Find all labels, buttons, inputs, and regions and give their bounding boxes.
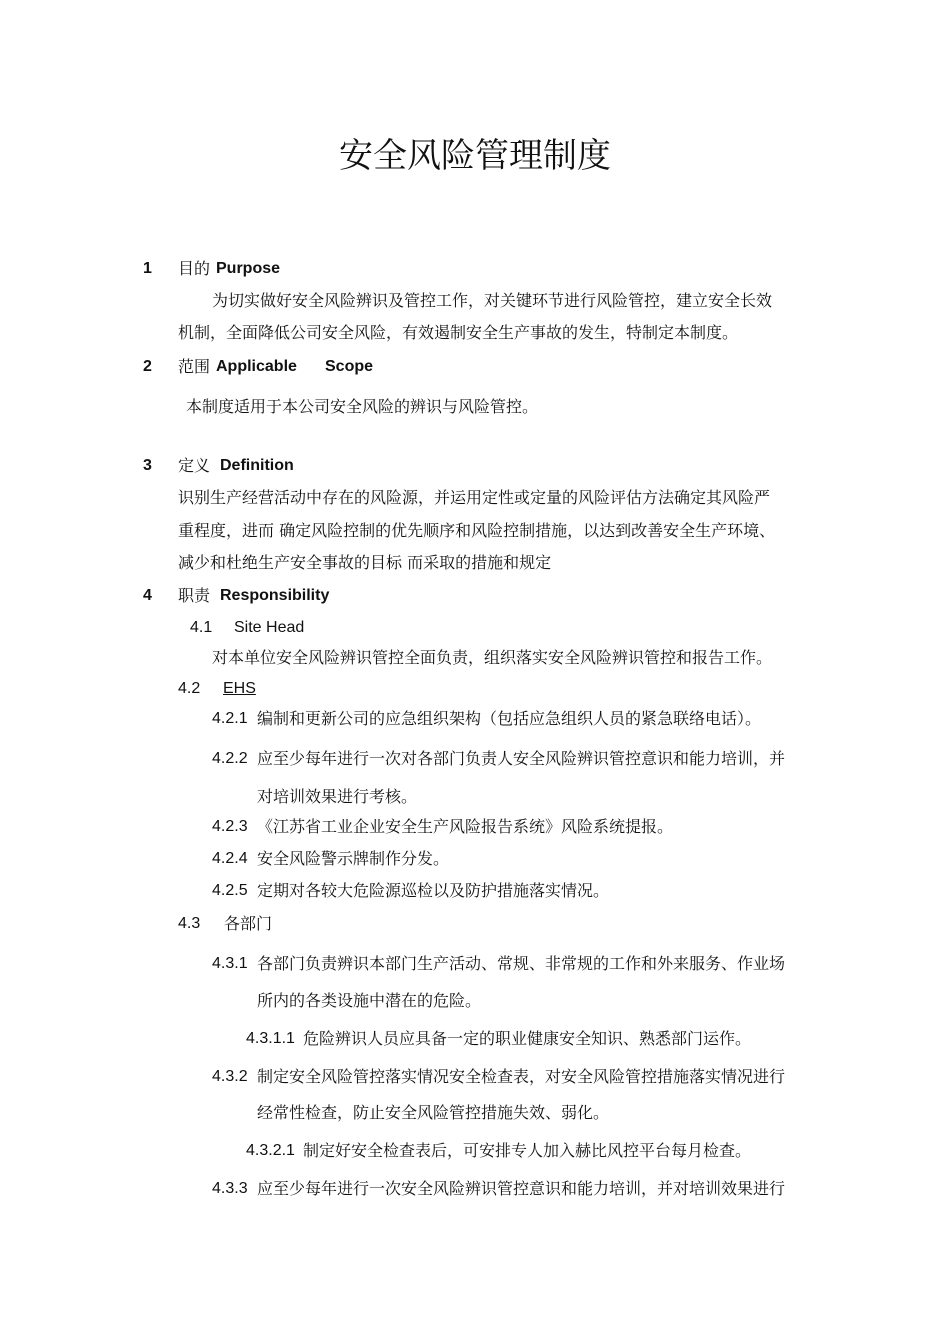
item-4-2-1-number: 4.2.1 [212,710,248,727]
subsection-4-2-number: 4.2 [178,680,201,697]
section-1-body-line-1: 为切实做好安全风险辨识及管控工作，对关键环节进行风险管控，建立安全长效 [212,291,773,310]
item-4-3-2-1-number: 4.3.2.1 [246,1142,295,1159]
subsection-4-1-number: 4.1 [190,619,213,636]
section-4-heading-en: Responsibility [220,587,330,604]
item-4-2-3-number: 4.2.3 [212,818,248,835]
section-3-heading-cn: 定义 [178,456,211,475]
item-4-3-1-1-text: 危险辨识人员应具备一定的职业健康安全知识、熟悉部门运作。 [303,1029,752,1048]
section-1-heading-en: Purpose [216,260,281,277]
item-4-3-2-number: 4.3.2 [212,1068,248,1085]
subsection-4-3-label: 各部门 [224,914,273,933]
section-2-heading-en-2: Scope [325,358,374,375]
section-1-number: 1 [143,260,152,277]
page-title: 安全风险管理制度 [339,136,611,176]
section-3-body-line-2: 重程度，进而 确定风险控制的优先顺序和风险控制措施，以达到改善安全生产环境、 [178,521,776,540]
item-4-3-3-number: 4.3.3 [212,1180,248,1197]
item-4-2-4-number: 4.2.4 [212,850,248,867]
subsection-4-1-body: 对本单位安全风险辨识管控全面负责，组织落实安全风险辨识管控和报告工作。 [212,648,773,667]
item-4-3-3-text: 应至少每年进行一次安全风险辨识管控意识和能力培训，并对培训效果进行 [257,1179,786,1198]
subsection-4-1-label: Site Head [234,619,305,636]
section-2-body: 本制度适用于本公司安全风险的辨识与风险管控。 [186,397,539,416]
section-4-number: 4 [143,587,152,604]
item-4-3-2-text: 制定安全风险管控落实情况安全检查表，对安全风险管控措施落实情况进行 [257,1067,786,1086]
item-4-2-3-text: 《江苏省工业企业安全生产风险报告系统》风险系统提报。 [257,817,674,836]
section-3-number: 3 [143,457,152,474]
section-3-body-line-3: 减少和杜绝生产安全事故的目标 而采取的措施和规定 [178,553,552,572]
subsection-4-2-label: EHS [223,680,256,697]
item-4-3-2-continuation: 经常性检查，防止安全风险管控措施失效、弱化。 [257,1103,610,1122]
section-3-heading-en: Definition [220,457,294,474]
item-4-2-2-number: 4.2.2 [212,750,248,767]
section-2-heading-en-1: Applicable [216,358,297,375]
subsection-4-3-number: 4.3 [178,915,201,932]
item-4-2-5-number: 4.2.5 [212,882,248,899]
item-4-2-5-text: 定期对各较大危险源巡检以及防护措施落实情况。 [257,881,610,900]
item-4-3-1-text: 各部门负责辨识本部门生产活动、常规、非常规的工作和外来服务、作业场 [257,954,786,973]
item-4-2-1-text: 编制和更新公司的应急组织架构（包括应急组织人员的紧急联络电话）。 [257,709,762,728]
item-4-2-2-text: 应至少每年进行一次对各部门负责人安全风险辨识管控意识和能力培训，并 [257,749,786,768]
item-4-2-2-continuation: 对培训效果进行考核。 [257,787,418,806]
item-4-3-2-1-text: 制定好安全检查表后，可安排专人加入赫比风控平台每月检查。 [303,1141,752,1160]
section-2-heading-cn: 范围 [178,357,211,376]
section-2-number: 2 [143,358,152,375]
item-4-3-1-continuation: 所内的各类设施中潜在的危险。 [257,991,482,1010]
item-4-2-4-text: 安全风险警示牌制作分发。 [257,849,450,868]
section-3-body-line-1: 识别生产经营活动中存在的风险源，并运用定性或定量的风险评估方法确定其风险严 [178,488,771,507]
section-4-heading-cn: 职责 [178,586,211,605]
section-1-heading-cn: 目的 [178,259,211,278]
section-1-body-line-2: 机制，全面降低公司安全风险，有效遏制安全生产事故的发生，特制定本制度。 [178,323,739,342]
item-4-3-1-1-number: 4.3.1.1 [246,1030,295,1047]
item-4-3-1-number: 4.3.1 [212,955,248,972]
